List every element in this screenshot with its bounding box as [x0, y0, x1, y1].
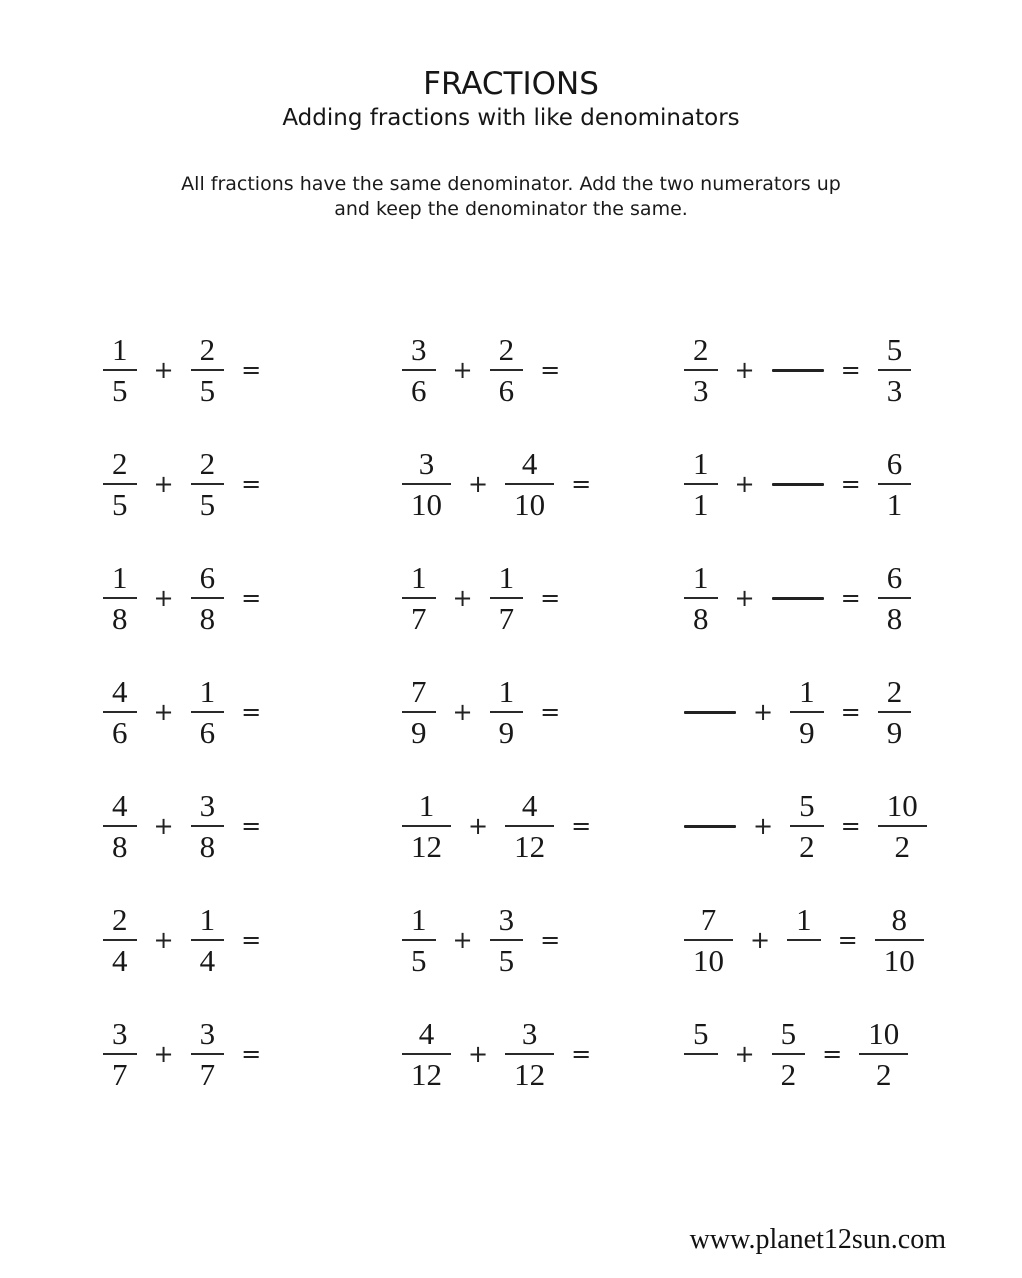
plus-operator: + — [753, 812, 774, 840]
fraction — [878, 673, 912, 751]
page-subtitle: Adding fractions with like denominators — [282, 105, 740, 131]
fraction-bar — [191, 483, 225, 485]
denominator: 5 — [199, 372, 216, 408]
numerator: 6 — [886, 445, 903, 481]
numerator: 5 — [693, 1015, 709, 1051]
fraction-bar — [103, 369, 137, 371]
equals-operator: = — [840, 698, 861, 726]
problems-grid — [103, 313, 927, 1111]
fraction-bar — [790, 825, 824, 827]
denominator: 10 — [693, 942, 724, 978]
fraction — [772, 1015, 806, 1093]
problem-r3-c1 — [103, 559, 402, 637]
problem-r4-c1 — [103, 673, 402, 751]
denominator: 7 — [411, 600, 427, 636]
fraction — [490, 559, 524, 637]
numerator: 4 — [112, 787, 128, 823]
fraction-bar — [191, 369, 225, 371]
numerator: 6 — [886, 559, 903, 595]
equals-operator: = — [571, 470, 592, 498]
plus-operator: + — [734, 470, 755, 498]
fraction-bar — [684, 483, 718, 485]
denominator: 7 — [498, 600, 515, 636]
fraction — [402, 1015, 451, 1093]
problem-r2-c3 — [684, 445, 927, 523]
fraction-bar — [790, 711, 824, 713]
answer-blank-line — [772, 597, 824, 600]
denominator: 9 — [799, 714, 815, 750]
denominator: 4 — [199, 942, 216, 978]
page-title: FRACTIONS — [423, 66, 599, 102]
fraction — [191, 787, 225, 865]
problem-r3-c2 — [402, 559, 684, 637]
numerator: 1 — [199, 901, 216, 937]
fraction — [790, 787, 824, 865]
fraction — [859, 1015, 908, 1093]
numerator: 3 — [199, 1015, 216, 1051]
answer-blank-line — [684, 711, 736, 714]
denominator: 5 — [199, 486, 216, 522]
fraction-bar — [103, 483, 137, 485]
equals-operator: = — [837, 926, 858, 954]
equals-operator: = — [840, 356, 861, 384]
instructions-line-1: All fractions have the same denominator. Add the two numerators up — [181, 173, 841, 195]
problem-r3-c3 — [684, 559, 927, 637]
problem-r1-c1 — [103, 331, 402, 409]
answer-blank-line — [684, 825, 736, 828]
numerator: 1 — [498, 559, 515, 595]
fraction — [402, 331, 436, 409]
problem-r5-c3 — [684, 787, 927, 865]
fraction — [402, 445, 451, 523]
fraction-bar — [402, 1053, 451, 1055]
fraction-blank-denominator — [787, 901, 821, 979]
fraction — [402, 901, 436, 979]
denominator: 3 — [886, 372, 903, 408]
fraction — [103, 673, 137, 751]
problem-r4-c2 — [402, 673, 684, 751]
denominator: 9 — [498, 714, 515, 750]
fraction-bar — [684, 597, 718, 599]
numerator: 7 — [700, 901, 717, 937]
numerator: 2 — [498, 331, 515, 367]
numerator: 8 — [891, 901, 907, 937]
fraction — [103, 559, 137, 637]
fraction — [402, 673, 436, 751]
numerator: 2 — [199, 331, 216, 367]
denominator: 8 — [199, 828, 216, 864]
numerator: 5 — [780, 1015, 797, 1051]
answer-blank-line — [772, 483, 824, 486]
plus-operator: + — [468, 1040, 489, 1068]
denominator: 12 — [514, 1056, 546, 1092]
plus-operator: + — [452, 698, 473, 726]
plus-operator: + — [452, 356, 473, 384]
fraction-bar — [787, 939, 821, 941]
website-footer: www.planet12sun.com — [689, 1224, 946, 1255]
problem-r7-c1 — [103, 1015, 402, 1093]
denominator: 5 — [112, 372, 128, 408]
problem-r2-c1 — [103, 445, 402, 523]
denominator: 8 — [112, 600, 128, 636]
denominator: 5 — [498, 942, 515, 978]
denominator — [692, 1056, 710, 1093]
problem-r5-c2 — [402, 787, 684, 865]
fraction — [878, 559, 912, 637]
fraction-bar — [505, 1053, 554, 1055]
denominator: 8 — [886, 600, 903, 636]
denominator: 1 — [886, 486, 903, 522]
numerator: 1 — [112, 331, 128, 367]
fraction-bar — [103, 1053, 137, 1055]
denominator: 5 — [411, 942, 427, 978]
fraction — [490, 901, 524, 979]
denominator: 4 — [112, 942, 128, 978]
plus-operator: + — [734, 584, 755, 612]
plus-operator: + — [750, 926, 771, 954]
numerator: 1 — [411, 559, 427, 595]
fraction — [875, 901, 924, 979]
instructions — [0, 172, 1022, 222]
fraction — [191, 559, 225, 637]
numerator: 1 — [199, 673, 216, 709]
numerator: 2 — [693, 331, 709, 367]
fraction — [684, 559, 718, 637]
equals-operator: = — [241, 926, 262, 954]
problem-r5-c1 — [103, 787, 402, 865]
numerator: 1 — [411, 901, 427, 937]
fraction-bar — [191, 939, 225, 941]
fraction — [103, 445, 137, 523]
equals-operator: = — [241, 356, 262, 384]
equals-operator: = — [540, 584, 561, 612]
fraction-bar — [191, 1053, 225, 1055]
fraction — [191, 673, 225, 751]
fraction-bar — [402, 825, 451, 827]
fraction — [878, 445, 912, 523]
fraction-bar — [103, 939, 137, 941]
fraction — [191, 901, 225, 979]
fraction-bar — [402, 369, 436, 371]
numerator: 3 — [521, 1015, 538, 1051]
fraction-bar — [684, 369, 718, 371]
denominator: 2 — [780, 1056, 797, 1092]
plus-operator: + — [452, 926, 473, 954]
equals-operator: = — [241, 698, 262, 726]
fraction-blank-denominator — [684, 1015, 718, 1093]
denominator: 6 — [199, 714, 216, 750]
answer-blank-line — [772, 369, 824, 372]
numerator: 1 — [693, 559, 709, 595]
fraction-bar — [878, 825, 927, 827]
numerator: 2 — [199, 445, 216, 481]
fraction — [878, 787, 927, 865]
plus-operator: + — [153, 926, 174, 954]
plus-operator: + — [153, 812, 174, 840]
fraction-bar — [191, 597, 225, 599]
equals-operator: = — [840, 584, 861, 612]
numerator: 6 — [199, 559, 216, 595]
numerator: 3 — [112, 1015, 128, 1051]
fraction-bar — [103, 825, 137, 827]
plus-operator: + — [468, 812, 489, 840]
equals-operator: = — [571, 812, 592, 840]
denominator: 2 — [875, 1056, 892, 1092]
fraction — [490, 331, 524, 409]
fraction-bar — [878, 483, 912, 485]
fraction — [103, 901, 137, 979]
fraction-bar — [402, 597, 436, 599]
denominator: 12 — [514, 828, 546, 864]
fraction — [684, 331, 718, 409]
denominator: 7 — [199, 1056, 216, 1092]
fraction-bar — [402, 711, 436, 713]
fraction-bar — [875, 939, 924, 941]
equals-operator: = — [241, 1040, 262, 1068]
equals-operator: = — [571, 1040, 592, 1068]
fraction — [103, 331, 137, 409]
fraction-bar — [191, 711, 225, 713]
fraction — [191, 1015, 225, 1093]
fraction — [402, 787, 451, 865]
problem-r6-c3 — [684, 901, 927, 979]
numerator: 1 — [693, 445, 709, 481]
plus-operator: + — [734, 356, 755, 384]
equals-operator: = — [840, 812, 861, 840]
denominator: 10 — [411, 486, 442, 522]
plus-operator: + — [153, 698, 174, 726]
numerator: 1 — [796, 901, 812, 937]
denominator: 10 — [514, 486, 546, 522]
plus-operator: + — [153, 470, 174, 498]
denominator: 8 — [693, 600, 709, 636]
fraction-bar — [772, 1053, 806, 1055]
equals-operator: = — [241, 470, 262, 498]
fraction-bar — [684, 939, 733, 941]
fraction-bar — [103, 597, 137, 599]
fraction-bar — [103, 711, 137, 713]
fraction-bar — [505, 483, 554, 485]
numerator: 4 — [418, 1015, 435, 1051]
instructions-line-2: and keep the denominator the same. — [334, 198, 688, 221]
denominator: 9 — [886, 714, 903, 750]
problem-r4-c3 — [684, 673, 927, 751]
fraction-bar — [191, 825, 225, 827]
denominator: 7 — [112, 1056, 128, 1092]
fraction — [490, 673, 524, 751]
numerator: 1 — [112, 559, 128, 595]
plus-operator: + — [468, 470, 489, 498]
fraction-bar — [490, 711, 524, 713]
denominator: 2 — [894, 828, 910, 864]
numerator: 1 — [418, 787, 435, 823]
denominator: 6 — [411, 372, 427, 408]
fraction — [191, 445, 225, 523]
fraction — [103, 1015, 137, 1093]
denominator: 8 — [112, 828, 128, 864]
denominator: 12 — [411, 828, 442, 864]
problem-r6-c1 — [103, 901, 402, 979]
fraction-bar — [878, 369, 912, 371]
plus-operator: + — [753, 698, 774, 726]
fraction-bar — [878, 597, 912, 599]
numerator: 4 — [521, 787, 538, 823]
fraction-bar — [859, 1053, 908, 1055]
equals-operator: = — [540, 698, 561, 726]
fraction-bar — [505, 825, 554, 827]
numerator: 2 — [112, 445, 128, 481]
numerator: 3 — [418, 445, 435, 481]
denominator: 8 — [199, 600, 216, 636]
denominator: 5 — [112, 486, 128, 522]
fraction — [402, 559, 436, 637]
fraction — [505, 445, 554, 523]
fraction — [191, 331, 225, 409]
problem-r6-c2 — [402, 901, 684, 979]
fraction — [684, 445, 718, 523]
equals-operator: = — [241, 812, 262, 840]
fraction-bar — [402, 939, 436, 941]
equals-operator: = — [822, 1040, 843, 1068]
problem-r7-c3 — [684, 1015, 927, 1093]
plus-operator: + — [734, 1040, 755, 1068]
numerator: 3 — [411, 331, 427, 367]
denominator: 6 — [498, 372, 515, 408]
equals-operator: = — [840, 470, 861, 498]
numerator: 1 — [498, 673, 515, 709]
numerator: 7 — [411, 673, 427, 709]
numerator: 10 — [886, 787, 918, 823]
problem-r7-c2 — [402, 1015, 684, 1093]
fraction — [505, 1015, 554, 1093]
equals-operator: = — [540, 356, 561, 384]
equals-operator: = — [540, 926, 561, 954]
numerator: 3 — [199, 787, 216, 823]
denominator: 2 — [799, 828, 815, 864]
fraction — [505, 787, 554, 865]
fraction-bar — [402, 483, 451, 485]
fraction — [878, 331, 912, 409]
fraction-bar — [878, 711, 912, 713]
denominator: 12 — [411, 1056, 442, 1092]
numerator: 5 — [886, 331, 903, 367]
fraction-bar — [490, 939, 524, 941]
numerator: 4 — [521, 445, 538, 481]
denominator: 3 — [693, 372, 709, 408]
numerator: 5 — [799, 787, 815, 823]
plus-operator: + — [153, 1040, 174, 1068]
equals-operator: = — [241, 584, 262, 612]
numerator: 10 — [868, 1015, 900, 1051]
fraction-bar — [490, 597, 524, 599]
denominator: 1 — [693, 486, 709, 522]
fraction — [684, 901, 733, 979]
numerator: 2 — [886, 673, 903, 709]
denominator — [795, 942, 813, 979]
denominator: 6 — [112, 714, 128, 750]
plus-operator: + — [452, 584, 473, 612]
fraction — [790, 673, 824, 751]
fraction-bar — [490, 369, 524, 371]
plus-operator: + — [153, 584, 174, 612]
plus-operator: + — [153, 356, 174, 384]
denominator: 10 — [883, 942, 915, 978]
problem-r1-c2 — [402, 331, 684, 409]
problem-r1-c3 — [684, 331, 927, 409]
problem-r2-c2 — [402, 445, 684, 523]
fraction-bar — [684, 1053, 718, 1055]
numerator: 3 — [498, 901, 515, 937]
denominator: 9 — [411, 714, 427, 750]
numerator: 1 — [799, 673, 815, 709]
fraction — [103, 787, 137, 865]
numerator: 2 — [112, 901, 128, 937]
numerator: 4 — [112, 673, 128, 709]
